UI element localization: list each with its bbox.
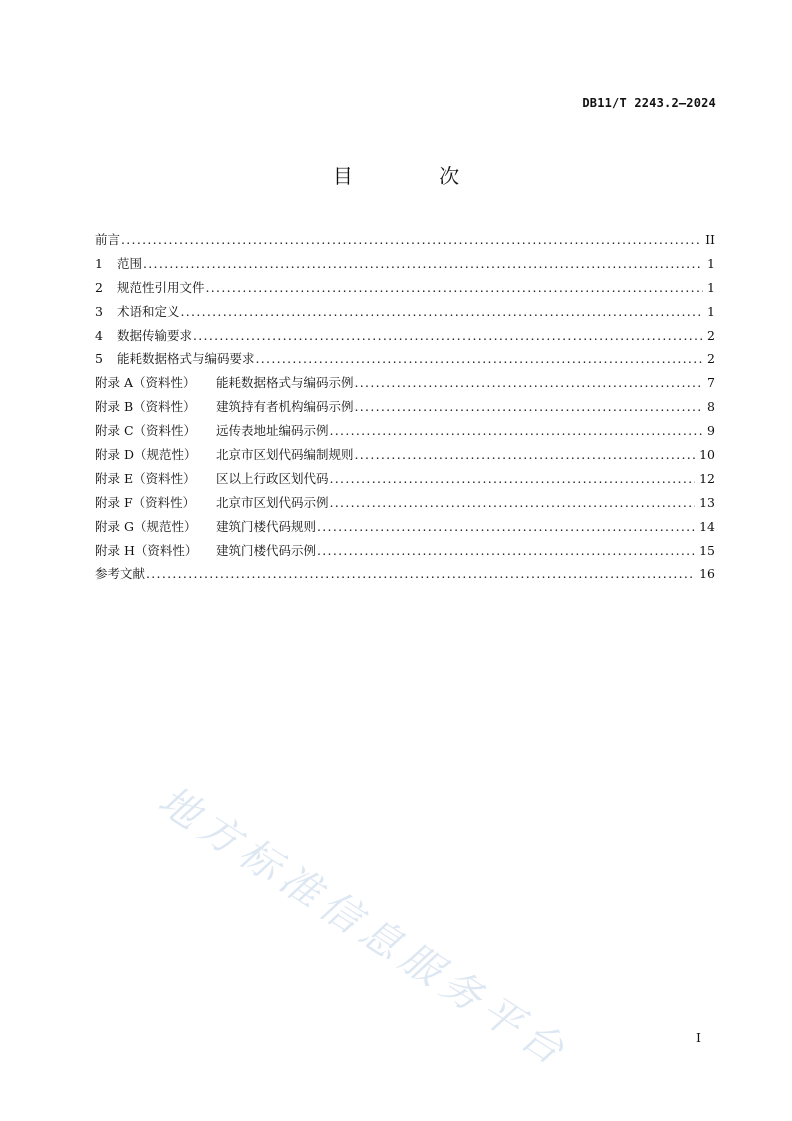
toc-entry-number: 5	[95, 351, 103, 367]
toc-entry-3[interactable]	[95, 300, 715, 324]
toc-leader-dots	[256, 347, 704, 371]
toc-entry-annex-prefix: 附录 F（资料性）	[95, 494, 196, 510]
toc-entry-label: 北京市区划代码编制规则	[216, 447, 354, 463]
toc-leader-dots	[121, 228, 701, 252]
toc-entry-label: 远传表地址编码示例	[216, 423, 329, 439]
toc-leader-dots	[146, 562, 695, 586]
toc-entry-label: 范围	[117, 255, 143, 271]
toc-entry-annex-g[interactable]	[95, 515, 715, 539]
toc-entry-label: 数据传输要求	[117, 327, 193, 343]
toc-entry-page: 15	[699, 542, 715, 558]
toc-entry-label: 区以上行政区划代码	[216, 470, 329, 486]
toc-entry-page: 16	[699, 566, 715, 582]
toc-entry-label: 规范性引用文件	[117, 279, 205, 295]
toc-entry-foreword[interactable]	[95, 228, 715, 252]
toc-entry-page: 2	[707, 327, 715, 343]
toc-entry-label: 建筑门楼代码示例	[216, 542, 317, 558]
toc-entry-page: 12	[699, 470, 715, 486]
toc-leader-dots	[143, 252, 703, 276]
watermark: 地方标准信息服务平台	[150, 777, 578, 1078]
toc-entry-page: 8	[707, 399, 715, 415]
toc-leader-dots	[330, 491, 696, 515]
toc-leader-dots	[355, 395, 704, 419]
toc-entry-page: 1	[707, 279, 715, 295]
toc-entry-page: II	[705, 232, 715, 247]
toc-entry-page: 2	[707, 351, 715, 367]
toc-entry-number: 1	[95, 255, 103, 271]
toc-entry-number: 2	[95, 279, 103, 295]
toc-entry-annex-prefix: 附录 D（规范性）	[95, 447, 197, 463]
toc-entry-annex-prefix: 附录 A（资料性）	[95, 375, 196, 391]
toc-entry-annex-prefix: 附录 C（资料性）	[95, 423, 197, 439]
toc-entry-label: 能耗数据格式与编码要求	[117, 351, 255, 367]
toc-entry-page: 10	[699, 447, 715, 463]
toc-entry-annex-prefix: 附录 B（资料性）	[95, 399, 196, 415]
toc-entry-annex-e[interactable]	[95, 467, 715, 491]
toc-leader-dots	[330, 419, 704, 443]
toc-entry-label: 北京市区划代码示例	[216, 494, 329, 510]
toc-entry-annex-prefix: 附录 E（资料性）	[95, 470, 196, 486]
toc-entry-references[interactable]	[95, 562, 715, 586]
toc-entry-page: 1	[707, 303, 715, 319]
toc-leader-dots	[181, 300, 704, 324]
toc-entry-page: 14	[699, 518, 715, 534]
table-of-contents	[95, 228, 715, 586]
toc-entry-label: 能耗数据格式与编码示例	[216, 375, 354, 391]
toc-entry-annex-d[interactable]	[95, 443, 715, 467]
toc-leader-dots	[330, 467, 696, 491]
toc-entry-4[interactable]	[95, 324, 715, 348]
toc-entry-number: 3	[95, 303, 103, 319]
toc-entry-label: 建筑门楼代码规则	[216, 518, 317, 534]
toc-entry-label: 建筑持有者机构编码示例	[216, 399, 354, 415]
toc-entry-label: 术语和定义	[117, 303, 180, 319]
toc-entry-page: 1	[707, 255, 715, 271]
toc-entry-2[interactable]	[95, 276, 715, 300]
toc-leader-dots	[206, 276, 704, 300]
toc-leader-dots	[193, 324, 703, 348]
toc-entry-page: 13	[699, 494, 715, 510]
toc-entry-label: 前言	[95, 232, 121, 247]
toc-entry-5[interactable]	[95, 347, 715, 371]
toc-leader-dots	[355, 371, 704, 395]
toc-entry-label: 参考文献	[95, 566, 146, 582]
toc-entry-annex-b[interactable]	[95, 395, 715, 419]
toc-entry-annex-a[interactable]	[95, 371, 715, 395]
toc-entry-1[interactable]	[95, 252, 715, 276]
toc-entry-annex-prefix: 附录 H（资料性）	[95, 542, 198, 558]
toc-leader-dots	[317, 539, 695, 563]
toc-leader-dots	[317, 515, 695, 539]
document-code: DB11/T 2243.2—2024	[582, 96, 716, 110]
toc-entry-annex-prefix: 附录 G（规范性）	[95, 518, 197, 534]
toc-entry-number: 4	[95, 327, 103, 343]
page-title: 目 次	[332, 164, 500, 188]
toc-leader-dots	[355, 443, 696, 467]
toc-entry-page: 9	[707, 423, 715, 439]
toc-entry-annex-f[interactable]	[95, 491, 715, 515]
page-number: I	[696, 1030, 701, 1045]
toc-entry-annex-c[interactable]	[95, 419, 715, 443]
toc-entry-annex-h[interactable]	[95, 539, 715, 563]
toc-entry-page: 7	[707, 375, 715, 391]
